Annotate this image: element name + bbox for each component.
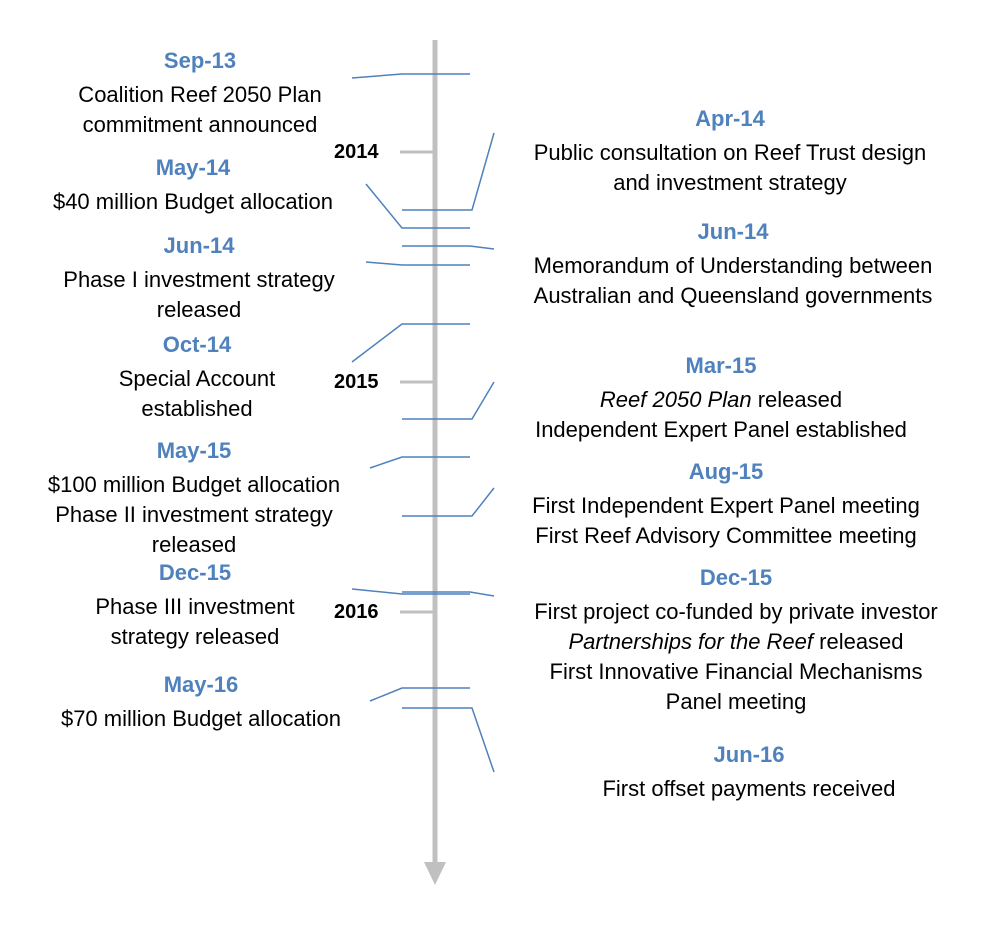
- year-label-2016: 2016: [334, 601, 379, 623]
- event-may-14: [53, 153, 333, 217]
- connector-jun-14: [366, 262, 470, 265]
- event-jun-14-right: [534, 217, 933, 311]
- publication-title: Reef 2050 Plan: [599, 387, 752, 412]
- event-text: Panel meeting: [665, 689, 807, 714]
- event-date: Dec-15: [699, 565, 773, 590]
- event-text: established: [141, 396, 253, 421]
- axis-arrowhead: [424, 862, 446, 885]
- right-connectors: [402, 133, 494, 772]
- event-text: Phase I investment strategy: [63, 267, 335, 292]
- event-text: Special Account: [118, 366, 276, 391]
- event-text: Memorandum of Understanding between: [533, 253, 933, 278]
- event-date: May-15: [156, 438, 232, 463]
- event-text: First Independent Expert Panel meeting: [532, 493, 920, 518]
- event-text: strategy released: [110, 624, 280, 649]
- event-text: released: [151, 532, 237, 557]
- event-jun-16: [602, 740, 895, 804]
- event-text-suffix: released: [751, 387, 843, 412]
- event-date: Apr-14: [695, 106, 765, 131]
- event-sep-13: [78, 46, 321, 140]
- event-text: First Reef Advisory Committee meeting: [535, 523, 917, 548]
- publication-title: Partnerships for the Reef: [568, 629, 814, 654]
- event-text: Independent Expert Panel established: [535, 417, 907, 442]
- event-text: $100 million Budget allocation: [47, 472, 341, 497]
- event-text: and investment strategy: [613, 170, 847, 195]
- event-date: Dec-15: [158, 560, 232, 585]
- event-text: Phase II investment strategy: [55, 502, 333, 527]
- event-date: Mar-15: [685, 353, 757, 378]
- event-aug-15: [532, 457, 920, 551]
- event-text: First project co-funded by private investor: [534, 599, 938, 624]
- event-date: Aug-15: [688, 459, 764, 484]
- event-dec-15-left: [95, 558, 294, 652]
- event-text: First Innovative Financial Mechanisms: [549, 659, 923, 684]
- event-may-16: [61, 670, 341, 734]
- connector-may-14: [366, 184, 470, 228]
- event-date: Oct-14: [162, 332, 232, 357]
- event-may-15: [48, 436, 340, 560]
- event-date: Jun-14: [163, 233, 235, 258]
- connector-may-16: [370, 688, 470, 701]
- event-apr-14: [534, 104, 927, 198]
- connector-may-15: [370, 457, 470, 468]
- connector-aug-15: [402, 488, 494, 516]
- event-text: commitment announced: [82, 112, 318, 137]
- event-text: First offset payments received: [602, 776, 896, 801]
- year-label-2014: 2014: [334, 141, 379, 163]
- event-date: May-16: [163, 672, 239, 697]
- event-oct-14: [119, 330, 276, 424]
- event-text: Australian and Queensland governments: [533, 283, 933, 308]
- event-text: [535, 385, 907, 415]
- event-text: Public consultation on Reef Trust design: [533, 140, 927, 165]
- event-text: $70 million Budget allocation: [60, 706, 342, 731]
- event-date: Jun-14: [697, 219, 769, 244]
- event-text-suffix: released: [813, 629, 904, 654]
- year-label-2015: 2015: [334, 371, 379, 393]
- event-date: Sep-13: [163, 48, 237, 73]
- event-dec-15-right: [534, 563, 938, 717]
- event-text: Coalition Reef 2050 Plan: [78, 82, 322, 107]
- connector-sep-13: [352, 74, 470, 78]
- event-text: $40 million Budget allocation: [52, 189, 334, 214]
- event-text: Phase III investment: [95, 594, 295, 619]
- event-jun-14-left: [63, 231, 334, 325]
- connector-mar-15: [402, 382, 494, 419]
- event-date: May-14: [155, 155, 231, 180]
- event-text: [534, 627, 938, 657]
- connector-jun-14-right: [402, 246, 494, 249]
- connector-oct-14: [352, 324, 470, 362]
- connector-jun-16: [402, 708, 494, 772]
- event-mar-15: [535, 351, 907, 445]
- connector-apr-14: [402, 133, 494, 210]
- event-text: released: [156, 297, 242, 322]
- event-date: Jun-16: [713, 742, 785, 767]
